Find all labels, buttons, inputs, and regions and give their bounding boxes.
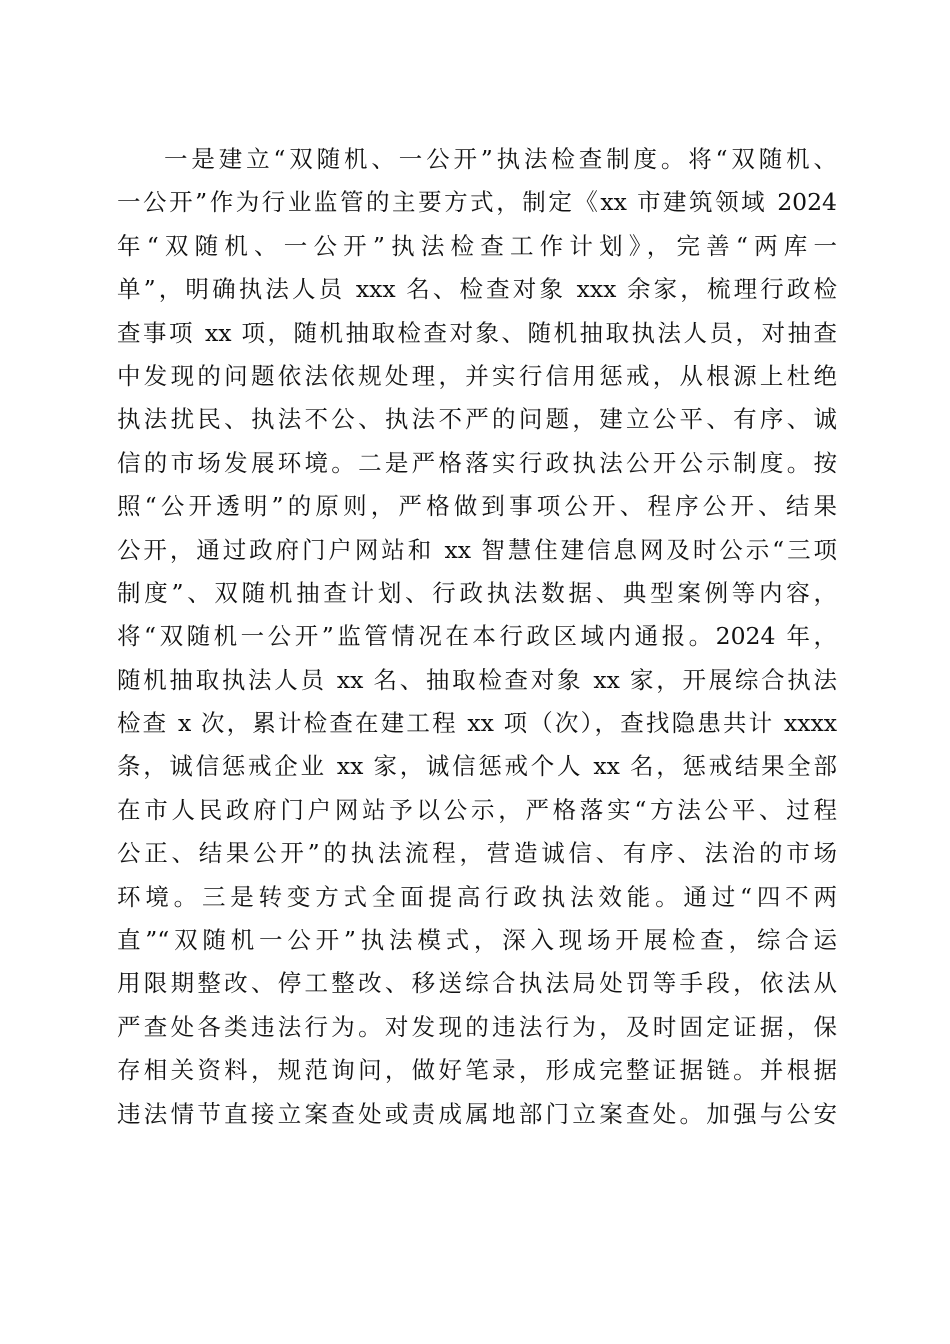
paragraph-line: 公开，通过政府门户网站和 xx 智慧住建信息网及时公示“三项 <box>117 535 837 564</box>
paragraph-line: 查事项 xx 项，随机抽取检查对象、随机抽取执法人员，对抽查 <box>117 318 837 347</box>
paragraph-line: 严查处各类违法行为。对发现的违法行为，及时固定证据，保 <box>117 1012 837 1041</box>
paragraph-line: 检查 x 次，累计检查在建工程 xx 项（次），查找隐患共计 xxxx <box>117 709 837 738</box>
paragraph-line: 执法扰民、执法不公、执法不严的问题，建立公平、有序、诚 <box>117 405 837 434</box>
paragraph-line: 照“公开透明”的原则，严格做到事项公开、程序公开、结果 <box>117 492 837 521</box>
paragraph-line: 随机抽取执法人员 xx 名、抽取检查对象 xx 家，开展综合执法 <box>117 665 837 694</box>
paragraph-line: 一是建立“双随机、一公开”执法检查制度。将“双随机、 <box>164 145 837 173</box>
paragraph-line: 用限期整改、停工整改、移送综合执法局处罚等手段，依法从 <box>117 969 837 998</box>
paragraph-line: 制度”、双随机抽查计划、行政执法数据、典型案例等内容， <box>117 578 837 607</box>
paragraph-line: 信的市场发展环境。二是严格落实行政执法公开公示制度。按 <box>117 448 837 477</box>
paragraph-line: 将“双随机一公开”监管情况在本行政区域内通报。2024 年， <box>117 622 837 651</box>
paragraph-line: 在市人民政府门户网站予以公示，严格落实“方法公平、过程 <box>117 795 837 824</box>
body-paragraph <box>117 138 837 1136</box>
paragraph-line: 一公开”作为行业监管的主要方式，制定《xx 市建筑领域 2024 <box>117 188 837 217</box>
paragraph-line: 公正、结果公开”的执法流程，营造诚信、有序、法治的市场 <box>117 839 837 868</box>
paragraph-line: 存相关资料，规范询问，做好笔录，形成完整证据链。并根据 <box>117 1056 837 1085</box>
paragraph-line: 环境。三是转变方式全面提高行政执法效能。通过“四不两 <box>117 882 837 911</box>
paragraph-line: 年“双随机、一公开”执法检查工作计划》，完善“两库一 <box>117 231 837 260</box>
paragraph-line: 单”，明确执法人员 xxx 名、检查对象 xxx 余家，梳理行政检 <box>117 275 837 304</box>
paragraph-line: 违法情节直接立案查处或责成属地部门立案查处。加强与公安 <box>117 1099 837 1128</box>
paragraph-line: 直”“双随机一公开”执法模式，深入现场开展检查，综合运 <box>117 926 837 955</box>
paragraph-line: 条，诚信惩戒企业 xx 家，诚信惩戒个人 xx 名，惩戒结果全部 <box>117 752 837 781</box>
paragraph-line: 中发现的问题依法依规处理，并实行信用惩戒，从根源上杜绝 <box>117 361 837 390</box>
